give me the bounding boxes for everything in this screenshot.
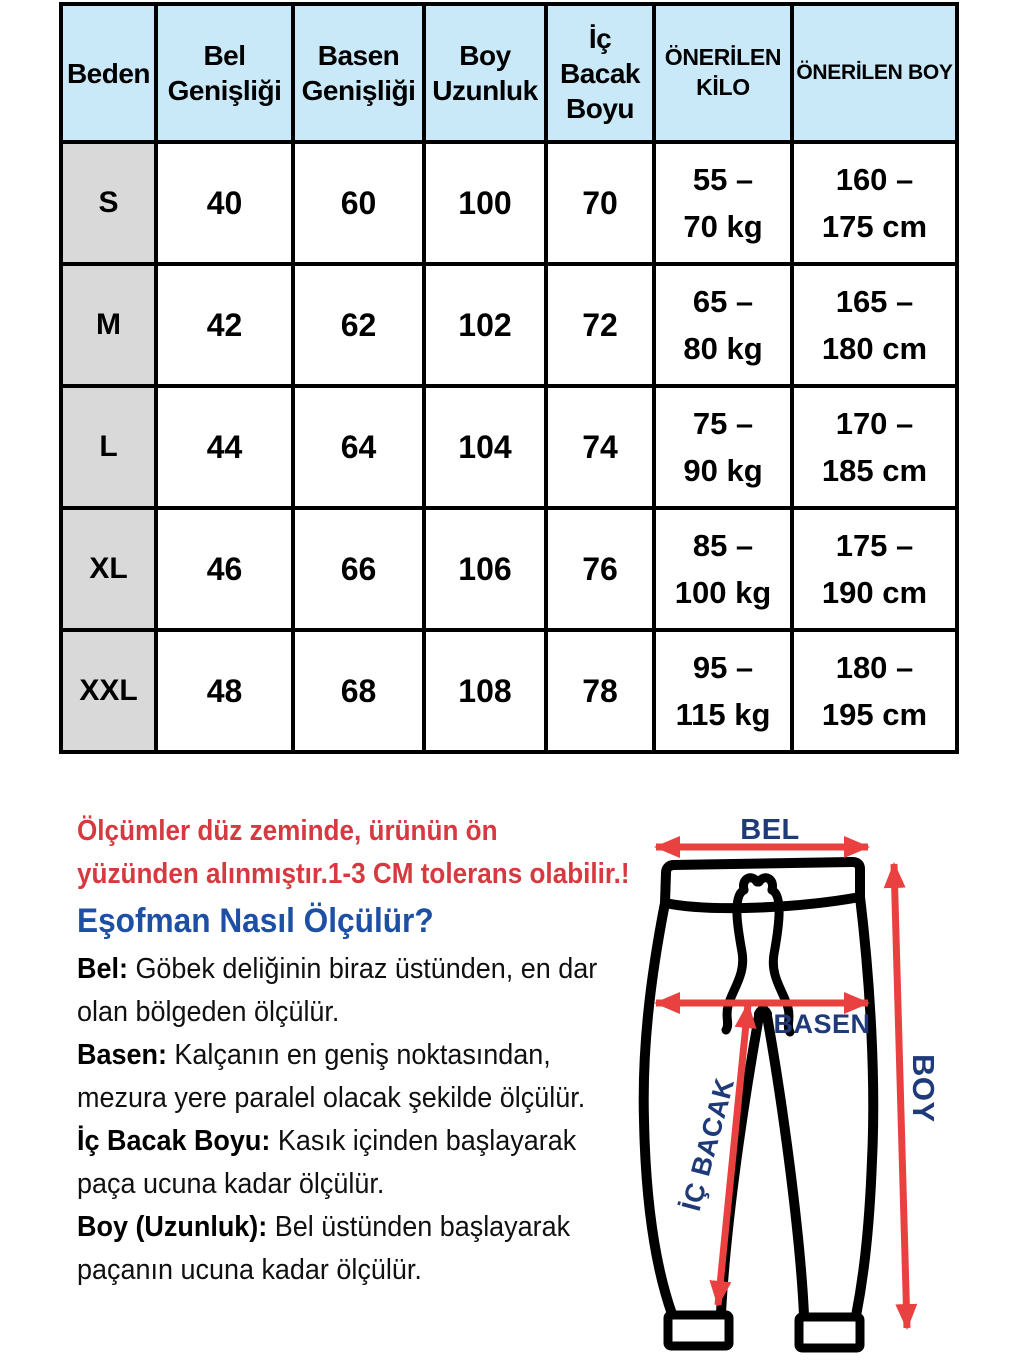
tolerance-note-line2: yüzünden alınmıştır.1-3 CM tolerans olabilir.! — [77, 858, 630, 890]
column-header-bel: Bel Genişliği — [156, 4, 293, 142]
boy-cell: 104 — [424, 386, 546, 508]
size-table — [59, 2, 959, 754]
measuring-guide — [77, 948, 597, 1292]
ic-bacak-cell: 70 — [546, 142, 654, 264]
basen-measure-label: BASEN — [773, 1009, 871, 1039]
table-row-xl — [61, 508, 957, 630]
kilo-cell: 65 – 80 kg — [654, 264, 792, 386]
size-cell: M — [61, 264, 156, 386]
guide-basen-label: Basen: — [77, 1039, 167, 1071]
column-header-basen: Basen Genişliği — [293, 4, 424, 142]
bel-cell: 42 — [156, 264, 293, 386]
guide-icbacak-line2: paça ucuna kadar ölçülür. — [77, 1168, 385, 1200]
boy-cm-cell: 160 – 175 cm — [792, 142, 957, 264]
bel-cell: 40 — [156, 142, 293, 264]
table-row-l — [61, 386, 957, 508]
boy-cm-cell: 170 – 185 cm — [792, 386, 957, 508]
boy-cm-cell: 175 – 190 cm — [792, 508, 957, 630]
guide-boy-label: Boy (Uzunluk): — [77, 1211, 268, 1243]
table-header-row — [61, 4, 957, 142]
kilo-cell: 95 – 115 kg — [654, 630, 792, 752]
guide-boy-line2: paçanın ucuna kadar ölçülür. — [77, 1254, 422, 1286]
ic-bacak-measure-label: İÇ BACAK — [675, 1074, 741, 1215]
ic-bacak-cell: 76 — [546, 508, 654, 630]
guide-icbacak-line1: İç Bacak Boyu: Kasık içinden başlayarak — [77, 1125, 577, 1157]
bel-cell: 48 — [156, 630, 293, 752]
guide-basen-line1: Basen: Kalçanın en geniş noktasından, — [77, 1039, 551, 1071]
ic-bacak-cell: 72 — [546, 264, 654, 386]
ic-bacak-cell: 78 — [546, 630, 654, 752]
table-row-s — [61, 142, 957, 264]
basen-cell: 66 — [293, 508, 424, 630]
guide-boy-line1: Boy (Uzunluk): Bel üstünden başlayarak — [77, 1211, 571, 1243]
column-header-beden: Beden — [61, 4, 156, 142]
guide-bel-label: Bel: — [77, 953, 128, 985]
bel-cell: 46 — [156, 508, 293, 630]
boy-cm-cell: 165 – 180 cm — [792, 264, 957, 386]
basen-cell: 68 — [293, 630, 424, 752]
ic-bacak-cell: 74 — [546, 386, 654, 508]
basen-cell: 62 — [293, 264, 424, 386]
guide-icbacak-label: İç Bacak Boyu: — [77, 1125, 271, 1157]
tolerance-note-line1: Ölçümler düz zeminde, ürünün ön — [77, 815, 498, 847]
kilo-cell: 55 – 70 kg — [654, 142, 792, 264]
tolerance-note — [77, 810, 630, 896]
size-cell: S — [61, 142, 156, 264]
size-cell: XXL — [61, 630, 156, 752]
guide-bel-line1: Bel: Göbek deliğinin biraz üstünden, en dar — [77, 953, 598, 985]
boy-cell: 102 — [424, 264, 546, 386]
guide-basen-line2: mezura yere paralel olacak şekilde ölçülür. — [77, 1082, 586, 1114]
basen-cell: 60 — [293, 142, 424, 264]
boy-cell: 106 — [424, 508, 546, 630]
size-cell: L — [61, 386, 156, 508]
column-header-boy-uzunluk: Boy Uzunluk — [424, 4, 546, 142]
pants-outline — [644, 862, 874, 1348]
ic-bacak-arrow — [718, 1004, 748, 1305]
boy-cell: 100 — [424, 142, 546, 264]
column-header-ic-bacak: İç Bacak Boyu — [546, 4, 654, 142]
table-row-m — [61, 264, 957, 386]
bel-cell: 44 — [156, 386, 293, 508]
guide-bel-line2: olan bölgeden ölçülür. — [77, 996, 340, 1028]
guide-title: Eşofman Nasıl Ölçülür? — [77, 902, 434, 940]
kilo-cell: 75 – 90 kg — [654, 386, 792, 508]
boy-measure-label: BOY — [906, 1054, 941, 1123]
column-header-onerilen-kilo: ÖNERİLEN KİLO — [654, 4, 792, 142]
boy-cell: 108 — [424, 630, 546, 752]
column-header-onerilen-boy: ÖNERİLEN BOY — [792, 4, 957, 142]
bel-measure-label: BEL — [740, 814, 800, 846]
table-row-xxl — [61, 630, 957, 752]
boy-cm-cell: 180 – 195 cm — [792, 630, 957, 752]
kilo-cell: 85 – 100 kg — [654, 508, 792, 630]
basen-cell: 64 — [293, 386, 424, 508]
size-cell: XL — [61, 508, 156, 630]
